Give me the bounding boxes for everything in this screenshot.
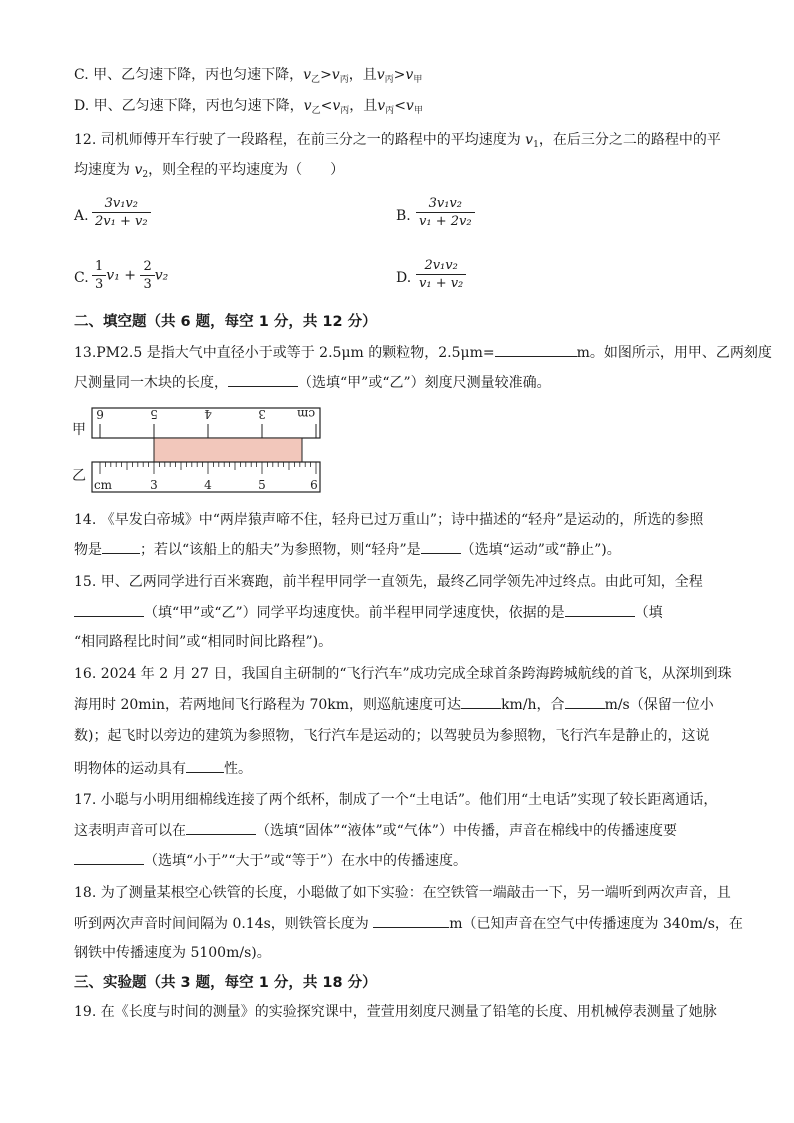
- q12-option-a-label: A.: [74, 208, 89, 224]
- q12-d-numerator: 2v₁v₂: [416, 257, 466, 275]
- q19-line1: 19. 在《长度与时间的测量》的实验探究课中，萱萱用刻度尺测量了铅笔的长度、用机械停表测量了她脉: [74, 1004, 717, 1020]
- q12-option-c-label: C.: [74, 270, 89, 286]
- q12-b-numerator: 3v₁v₂: [416, 195, 475, 213]
- wood-block: [154, 438, 302, 462]
- q18-line2: 听到两次声音时间间隔为 0.14s，则铁管长度为 m（已知声音在空气中传播速度为 340m/s，在: [74, 913, 743, 934]
- q12-d-denominator: v₁ + v₂: [419, 276, 464, 291]
- q17-blank-2[interactable]: [74, 850, 144, 865]
- q17-line1: 17. 小聪与小明用细棉线连接了两个纸杯，制成了一个“土电话”。他们用“土电话”实现了较长距离通话，: [74, 792, 718, 808]
- q16-blank-3[interactable]: [186, 758, 224, 773]
- q12-stem-line2: 均速度为 $v_2$，则全程的平均速度为（ ）: [74, 162, 345, 180]
- yi-tick-3: 3: [150, 478, 158, 492]
- q16-line2: 海用时 20min，若两地间飞行路程为 70km，则巡航速度可达 km/h，合 m/s（保留一位小: [74, 694, 714, 715]
- q12-option-b-fraction: [416, 195, 475, 230]
- q12-option-d-label: D.: [396, 270, 412, 286]
- jia-tick-3: 3: [258, 407, 266, 421]
- yi-tick-5: 5: [258, 478, 266, 492]
- q14-blank-1[interactable]: [102, 539, 140, 554]
- q16-blank-2[interactable]: [565, 694, 605, 709]
- section-3-title: 三、实验题（共 3 题，每空 1 分，共 18 分）: [74, 975, 377, 991]
- ruler-jia-label: 甲: [72, 422, 86, 438]
- q15-line3: “相同路程比时间”或“相同时间比路程”)。: [74, 634, 333, 650]
- jia-tick-5: 5: [150, 407, 158, 421]
- yi-cm: cm: [93, 478, 113, 492]
- q16-line1: 16. 2024 年 2 月 27 日，我国自主研制的“飞行汽车”成功完成全球首条跨海跨城航线的首飞，从深圳到珠: [74, 666, 732, 682]
- q16-line3: 数)；起飞时以旁边的建筑为参照物，飞行汽车是运动的；以驾驶员为参照物，飞行汽车是静止的，这说: [74, 728, 710, 744]
- q11-option-c: C. 甲、乙匀速下降，丙也匀速下降，$v_乙>v_丙$，且$v_丙>v_甲$: [74, 67, 423, 85]
- q13-blank-1[interactable]: [495, 342, 577, 357]
- q18-blank-1[interactable]: [373, 913, 449, 928]
- q13-line2: 尺测量同一木块的长度， （选填“甲”或“乙”）刻度尺测量较准确。: [74, 372, 551, 393]
- yi-tick-6: 6: [310, 478, 318, 492]
- jia-tick-6: 6: [96, 407, 104, 421]
- jia-tick-4: 4: [204, 407, 212, 421]
- q16-blank-1[interactable]: [461, 694, 501, 709]
- q14-line1: 14. 《早发白帝城》中“两岸猿声啼不住，轻舟已过万重山”；诗中描述的“轻舟”是运动的，所选的参照: [74, 512, 704, 528]
- q15-line1: 15. 甲、乙两同学进行百米赛跑，前半程甲同学一直领先，最终乙同学领先冲过终点。由此可知，全程: [74, 574, 703, 590]
- q12-option-b-label: B.: [396, 208, 411, 224]
- yi-tick-4: 4: [204, 478, 212, 492]
- q15-blank-1[interactable]: [74, 602, 144, 617]
- q14-line2: 物是 ；若以“该船上的船夫”为参照物，则“轻舟”是 （选填“运动”或“静止”)。: [74, 539, 621, 560]
- q12-b-denominator: v₁ + 2v₂: [419, 214, 472, 229]
- q15-line2: （填“甲”或“乙”）同学平均速度快。前半程甲同学速度快，依据的是 （填: [74, 602, 663, 623]
- q12-a-numerator: 3v₁v₂: [92, 195, 151, 213]
- q18-line1: 18. 为了测量某根空心铁管的长度，小聪做了如下实验：在空铁管一端敲击一下，另一端听到两次声音，且: [74, 885, 731, 901]
- q17-line2: 这表明声音可以在 （选填“固体”“液体”或“气体”）中传播，声音在棉线中的传播速度要: [74, 820, 677, 841]
- q11-option-d: D. 甲、乙匀速下降，丙也匀速下降，$v_乙<v_丙$，且$v_丙<v_甲$: [74, 98, 423, 116]
- q12-stem-line1: 12. 司机师傅开车行驶了一段路程，在前三分之一的路程中的平均速度为 $v_1$，在后三分之二的路程中的平: [74, 132, 721, 150]
- ruler-yi-label: 乙: [72, 468, 86, 484]
- q17-line3: （选填“小于”“大于”或“等于”）在水中的传播速度。: [74, 850, 467, 871]
- q17-blank-1[interactable]: [186, 820, 256, 835]
- ruler-figure: [88, 404, 328, 496]
- q14-blank-2[interactable]: [421, 539, 461, 554]
- q18-line3: 钢铁中传播速度为 5100m/s)。: [74, 945, 271, 961]
- q13-line1: 13.PM2.5 是指大气中直径小于或等于 2.5μm 的颗粒物，2.5μm= m。如图所示，用甲、乙两刻度: [74, 342, 772, 363]
- q12-option-c-expression: $\frac{1}{3}$ v₁ + $\frac{2}{3}$ v₂: [92, 258, 168, 293]
- q13-blank-2[interactable]: [228, 372, 298, 387]
- jia-cm: cm: [296, 407, 316, 421]
- section-2-title: 二、填空题（共 6 题，每空 1 分，共 12 分）: [74, 314, 377, 330]
- q12-option-a-fraction: [92, 195, 151, 230]
- q12-a-denominator: 2v₁ + v₂: [95, 214, 148, 229]
- q16-line4: 明物体的运动具有 性。: [74, 758, 252, 779]
- q15-blank-2[interactable]: [565, 602, 635, 617]
- q12-option-d-fraction: [416, 257, 466, 292]
